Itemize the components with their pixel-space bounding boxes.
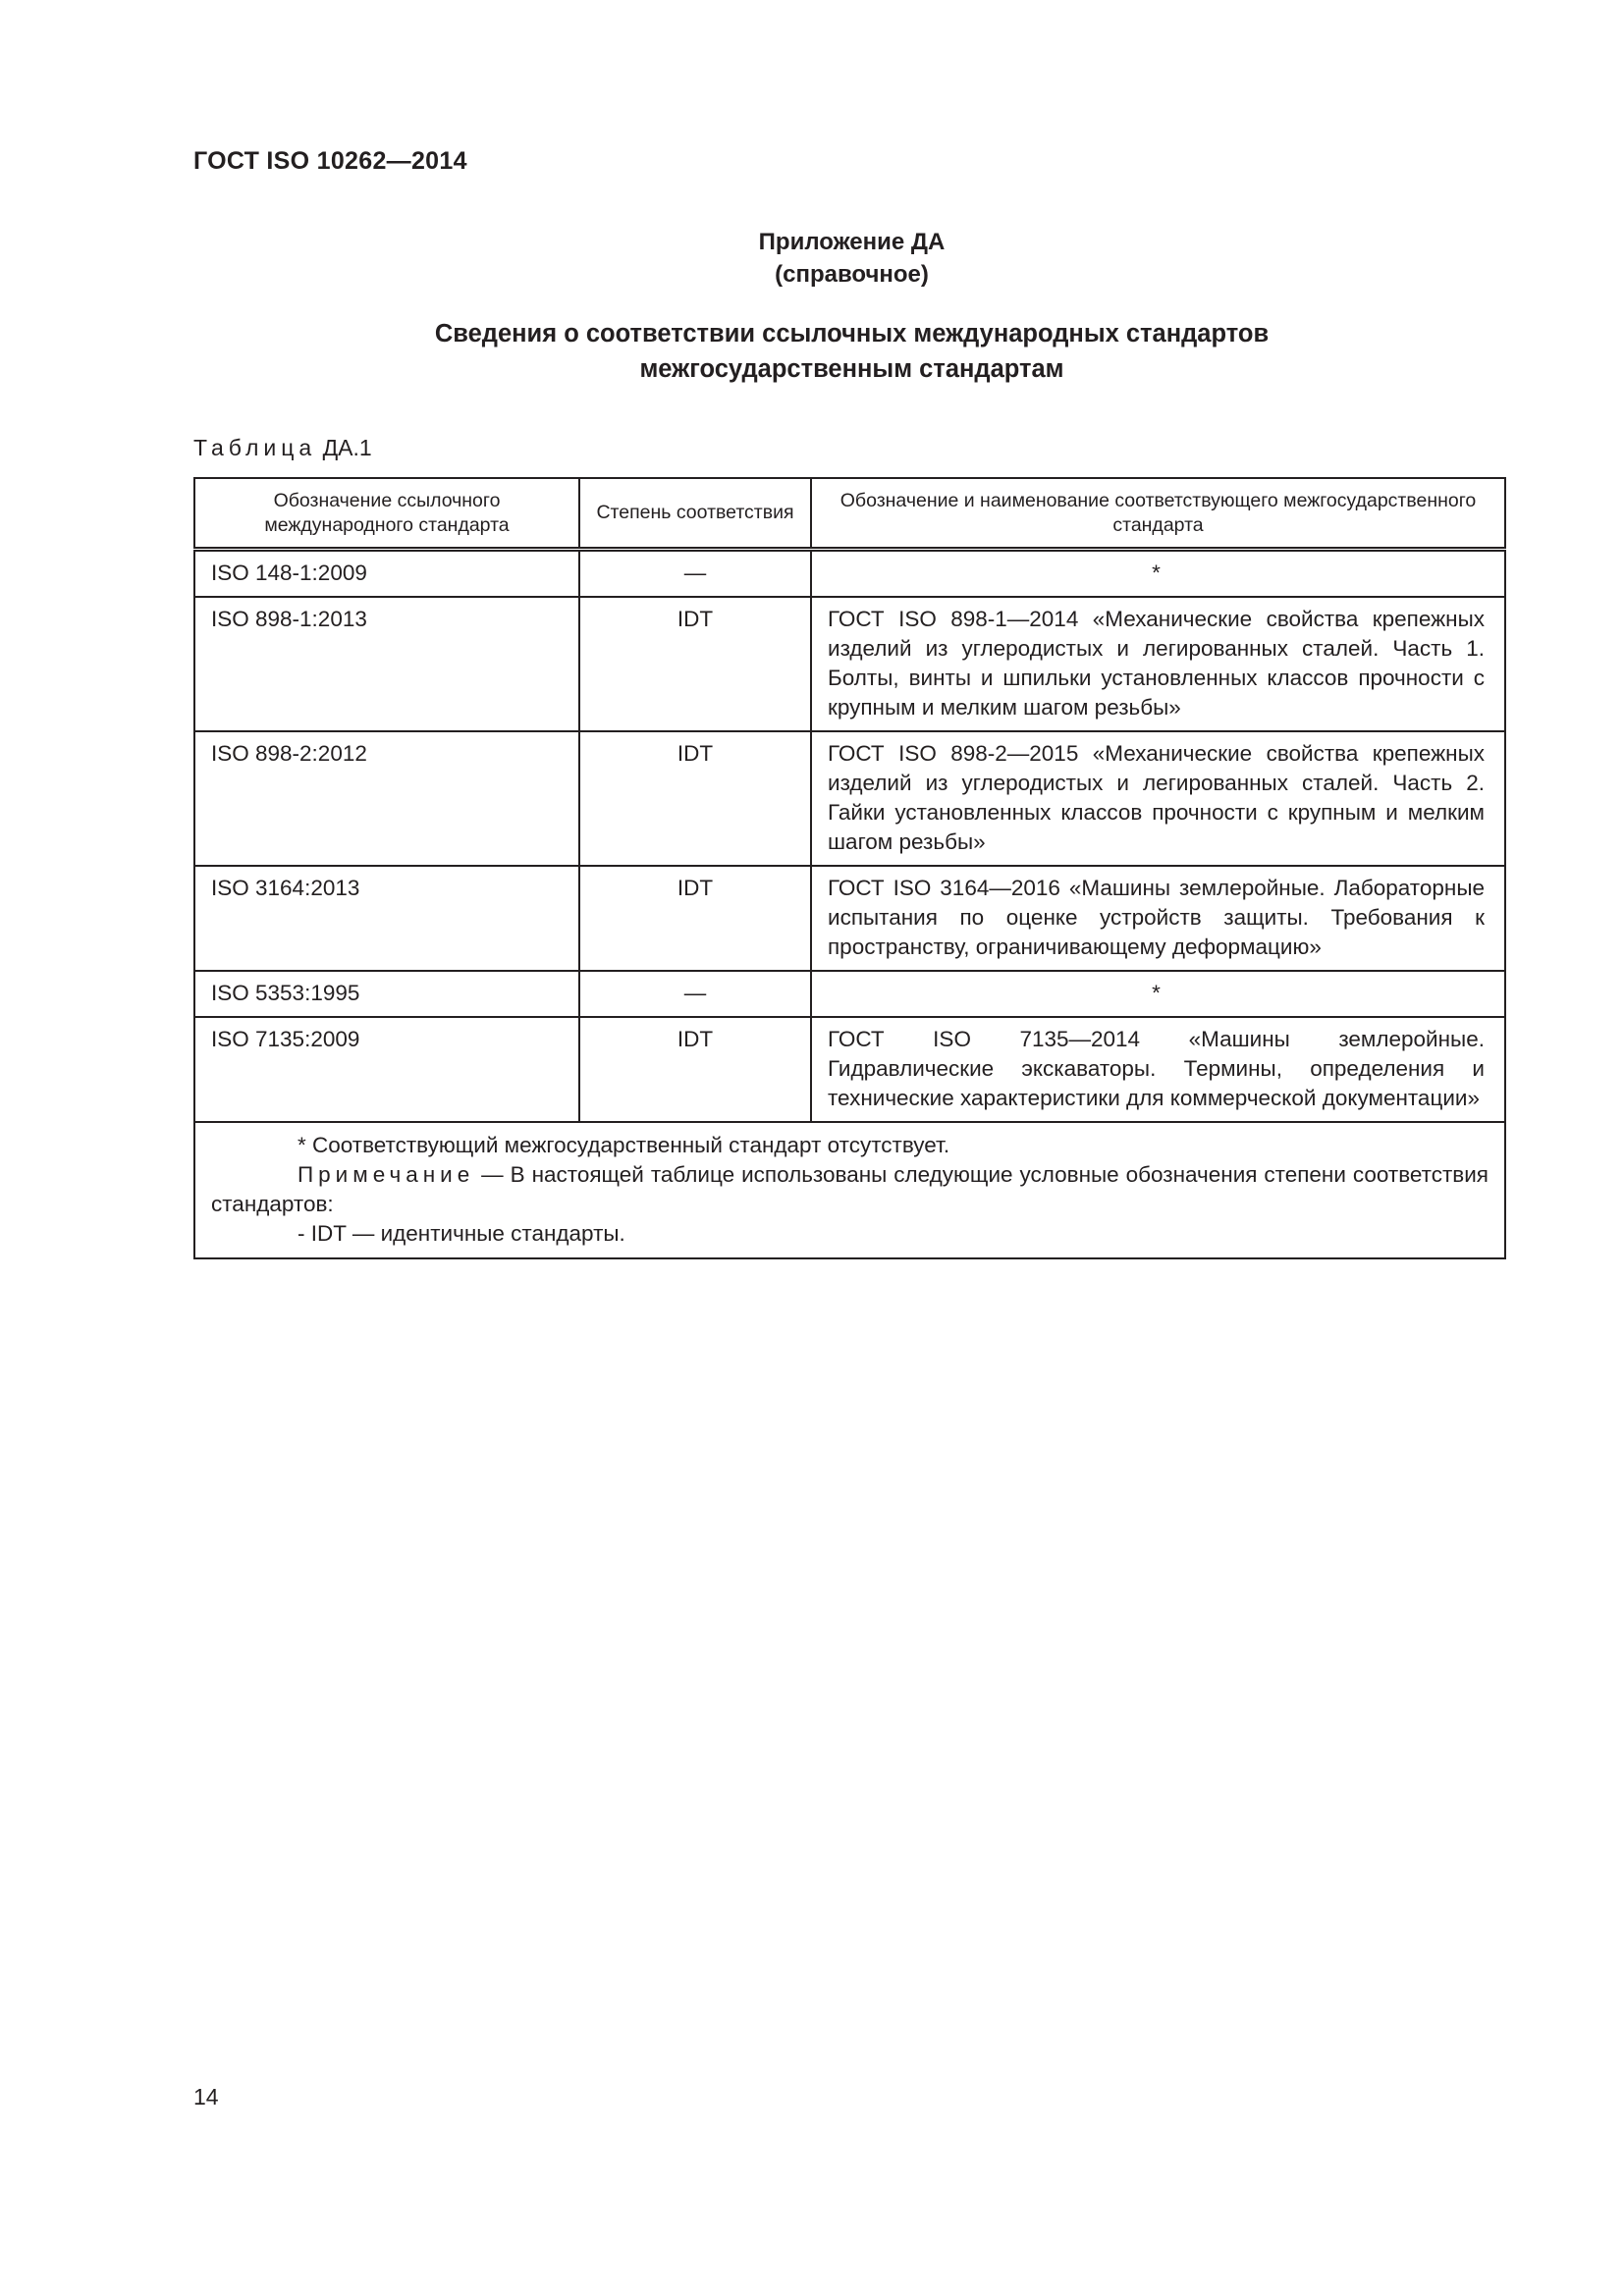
degree-cell: IDT xyxy=(579,731,811,866)
interstate-standard-cell: ГОСТ ISO 898-1—2014 «Механические свойства крепежных изделий из углеродистых и легированных сталей. Часть 1. Болты, винты и шпильки установленных классов прочности с крупным и мелким шагом резьбы» xyxy=(811,597,1505,731)
table-notes-cell xyxy=(194,1122,1505,1258)
table-caption-prefix: Таблица xyxy=(193,435,317,460)
degree-cell: — xyxy=(579,971,811,1017)
correspondence-table xyxy=(193,477,1506,1259)
reference-standard-cell: ISO 7135:2009 xyxy=(194,1017,579,1122)
interstate-standard-cell: * xyxy=(811,550,1505,598)
table-row xyxy=(194,866,1505,971)
note-label: Примечание xyxy=(298,1162,475,1187)
degree-cell: IDT xyxy=(579,1017,811,1122)
reference-standard-cell: ISO 898-2:2012 xyxy=(194,731,579,866)
interstate-standard-cell: * xyxy=(811,971,1505,1017)
table-note-item: - IDT — идентичные стандарты. xyxy=(298,1221,625,1246)
appendix-title: Приложение ДА xyxy=(758,229,946,255)
interstate-standard-cell: ГОСТ ISO 3164—2016 «Машины землеройные. Лабораторные испытания по оценке устройств защиты. Требования к пространству, ограничивающему деформацию» xyxy=(811,866,1505,971)
table-row xyxy=(194,597,1505,731)
appendix-subtitle: (справочное) xyxy=(775,261,929,288)
table-row xyxy=(194,971,1505,1017)
table-row xyxy=(194,731,1505,866)
column-header-degree: Степень соответствия xyxy=(579,478,811,550)
table-note xyxy=(211,1160,1489,1219)
reference-standard-cell: ISO 3164:2013 xyxy=(194,866,579,971)
table-caption xyxy=(193,435,372,461)
column-header-interstate-standard: Обозначение и наименование соответствующего межгосударственного стандарта xyxy=(811,478,1505,550)
column-header-reference-standard: Обозначение ссылочного международного стандарта xyxy=(194,478,579,550)
appendix-heading xyxy=(0,226,1624,291)
degree-cell: — xyxy=(579,550,811,598)
reference-standard-cell: ISO 5353:1995 xyxy=(194,971,579,1017)
degree-cell: IDT xyxy=(579,597,811,731)
table-row xyxy=(194,550,1505,598)
reference-standard-cell: ISO 148-1:2009 xyxy=(194,550,579,598)
interstate-standard-cell: ГОСТ ISO 898-2—2015 «Механические свойства крепежных изделий из углеродистых и легированных сталей. Часть 2. Гайки установленных классов прочности с крупным и мелким шагом резьбы» xyxy=(811,731,1505,866)
table-row xyxy=(194,1017,1505,1122)
document-code-header: ГОСТ ISO 10262—2014 xyxy=(193,147,467,175)
degree-cell: IDT xyxy=(579,866,811,971)
note-text: — В настоящей таблице использованы следующие условные обозначения степени соответствия стандартов: xyxy=(211,1162,1489,1216)
table-caption-number: ДА.1 xyxy=(322,435,372,460)
section-title-line-1: Сведения о соответствии ссылочных международных стандартов xyxy=(434,320,1270,347)
reference-standard-cell: ISO 898-1:2013 xyxy=(194,597,579,731)
table-notes-row xyxy=(194,1122,1505,1258)
table-footnote: * Соответствующий межгосударственный стандарт отсутствует. xyxy=(298,1133,950,1157)
table-header-row xyxy=(194,478,1505,550)
interstate-standard-cell: ГОСТ ISO 7135—2014 «Машины землеройные. Гидравлические экскаваторы. Термины, определения и технические характеристики для коммерческой документации» xyxy=(811,1017,1505,1122)
section-heading xyxy=(0,316,1624,387)
page-number: 14 xyxy=(193,2084,219,2109)
section-title-line-2: межгосударственным стандартам xyxy=(639,355,1064,383)
